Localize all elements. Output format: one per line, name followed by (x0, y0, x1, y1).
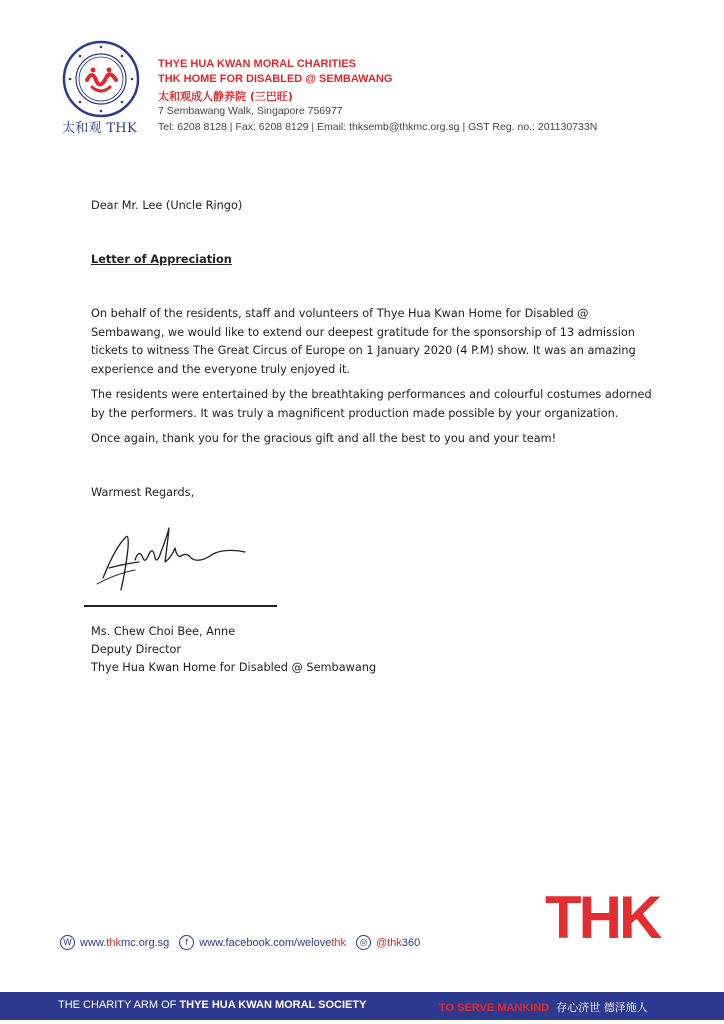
body-paragraph-1: On behalf of the residents, staff and volunteers of Thye Hua Kwan Home for Disabled @ Sembawang, we would like to extend our deepest gratitude for the sponsorship of 13 admission tickets to witness The Great Circus of Europe on 1 January 2020 (4 P.M) show. It was an amazing experience and the everyone truly enjoyed it. (91, 307, 636, 376)
letter-subject: Letter of Appreciation (91, 253, 232, 266)
footer-motto: TO SERVE MANKIND 存心济世 德泽施人 (439, 1001, 648, 1014)
org-name: THYE HUA KWAN MORAL CHARITIES (158, 58, 356, 70)
facebook-icon: f (179, 935, 194, 950)
social-links (60, 935, 430, 950)
signatory-title: Deputy Director (91, 643, 182, 656)
closing: Warmest Regards, (91, 486, 195, 499)
globe-icon: W (60, 935, 75, 950)
contact-details: Tel: 6208 8128 | Fax: 6208 8129 | Email: thksemb@thkmc.org.sg | GST Reg. no.: 201130733N (158, 121, 598, 133)
salutation: Dear Mr. Lee (Uncle Ringo) (91, 199, 243, 212)
body-paragraph-2: The residents were entertained by the breathtaking performances and colourful costumes adorned by the performers. It was truly a magnificent production made possible by your organization. (91, 388, 652, 420)
footer-tagline: THE CHARITY ARM OF THYE HUA KWAN MORAL SOCIETY (58, 999, 367, 1011)
instagram-icon: ◎ (356, 935, 371, 950)
home-name-chinese: 太和观成人静养院 (三巴旺) (158, 90, 293, 103)
logo-wordmark: 太和观 THK (62, 121, 137, 136)
website-link[interactable]: www.thkmc.org.sg (80, 936, 170, 949)
facebook-link[interactable]: www.facebook.com/welovethk (199, 936, 347, 949)
signatory-name: Ms. Chew Choi Bee, Anne (91, 625, 236, 638)
signature-line (84, 605, 277, 607)
thk-brand-mark: THK (545, 884, 660, 951)
signatory-organization: Thye Hua Kwan Home for Disabled @ Sembawang (91, 661, 377, 674)
home-name: THK HOME FOR DISABLED @ SEMBAWANG (158, 73, 393, 85)
address: 7 Sembawang Walk, Singapore 756977 (158, 105, 343, 117)
instagram-link[interactable]: @thk360 (376, 936, 421, 949)
handwritten-signature (95, 518, 265, 598)
body-paragraph-3: Once again, thank you for the gracious gift and all the best to you and your team! (91, 432, 557, 445)
thk-logo (62, 40, 140, 118)
